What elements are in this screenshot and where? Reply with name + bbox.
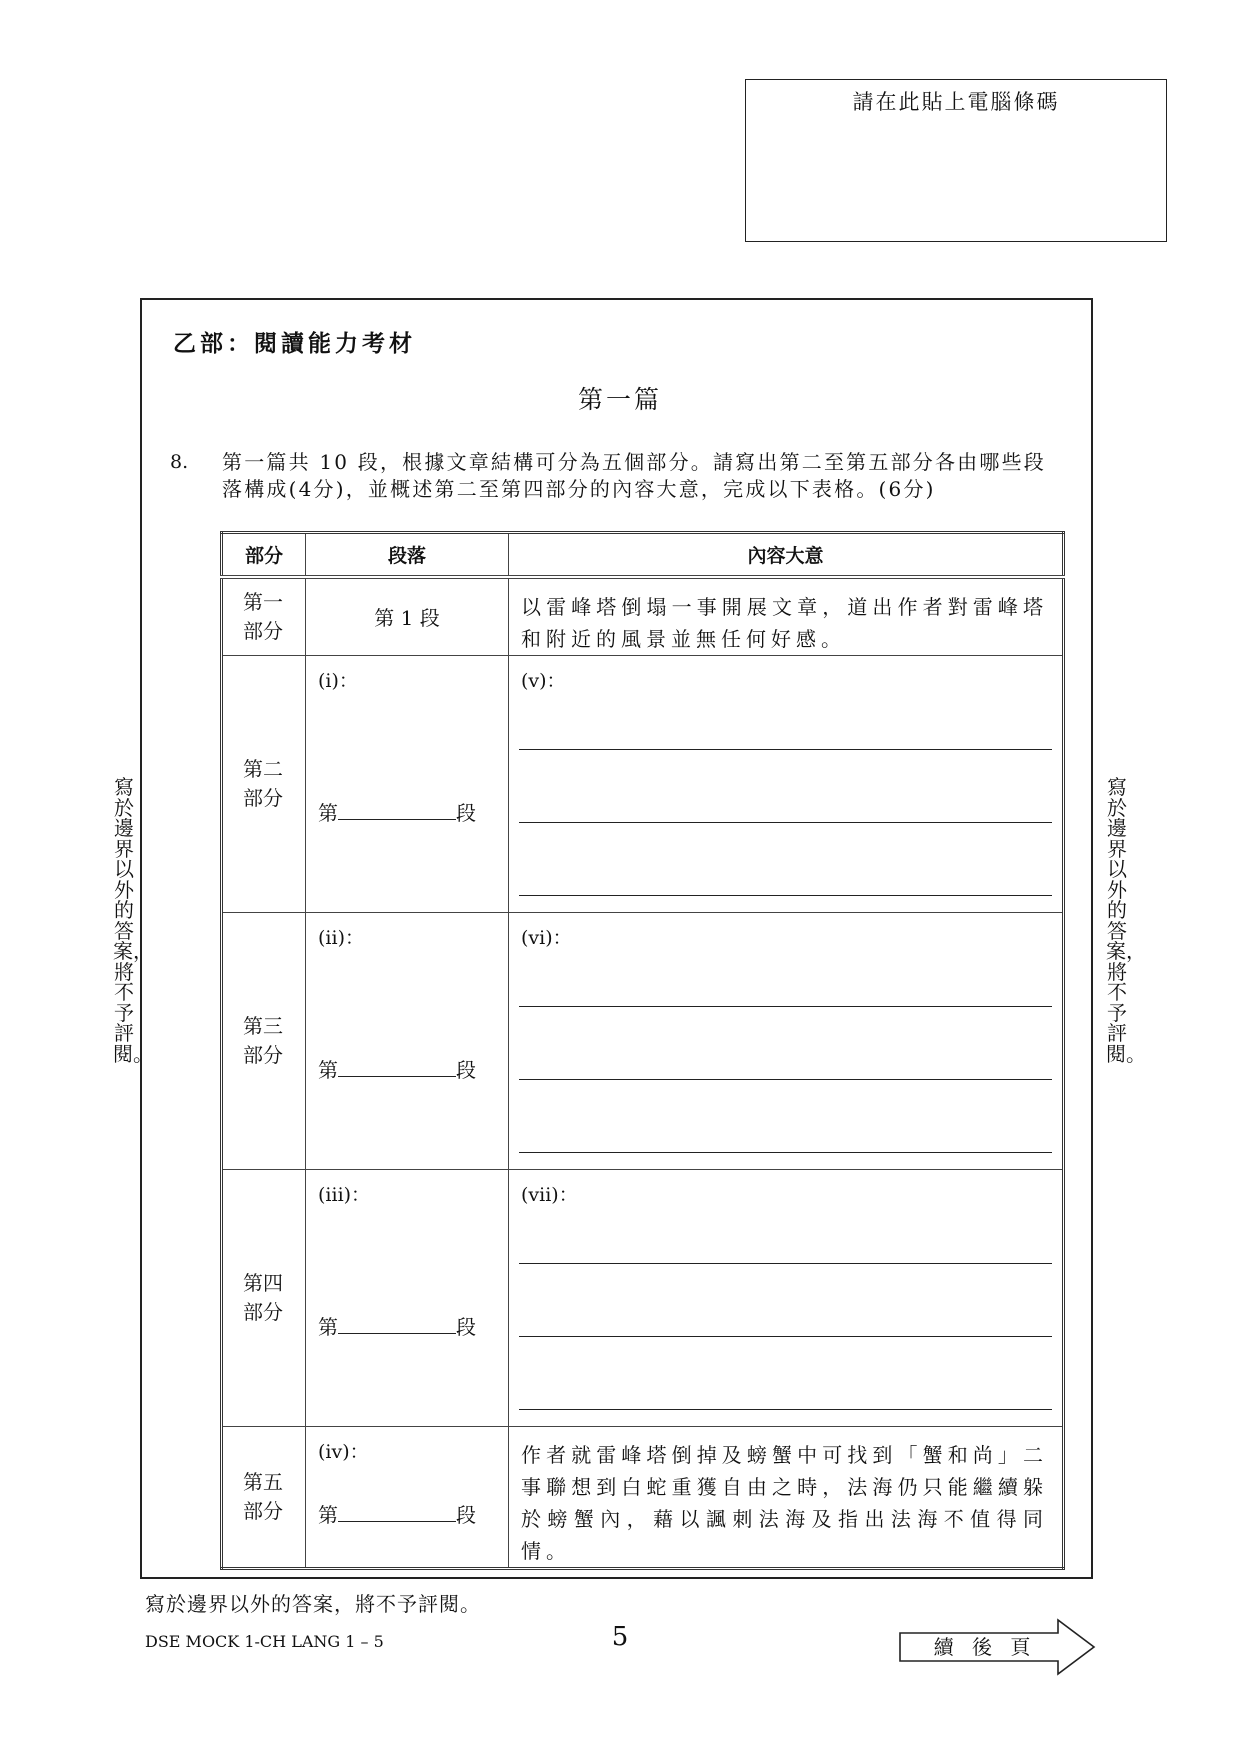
- continue-label: 續 後 頁: [933, 1635, 1037, 1659]
- answer-line[interactable]: [519, 1409, 1052, 1410]
- content-cell: [509, 1169, 1064, 1426]
- paragraph-suffix: 段: [456, 800, 476, 825]
- paragraph-answer: [318, 797, 476, 826]
- barcode-label: 請在此貼上電腦條碼: [852, 90, 1060, 114]
- paragraph-cell: [306, 1426, 509, 1568]
- table-row: [222, 577, 1064, 656]
- answer-label: (ii)：: [318, 926, 364, 949]
- table-row: [222, 1426, 1064, 1568]
- question-text: 第一篇共 10 段，根據文章結構可分為五個部分。請寫出第二至第五部分各由哪些段落構成(4分)，並概述第二至第四部分的內容大意，完成以下表格。(6分): [222, 450, 1046, 501]
- paragraph-blank-field[interactable]: [338, 1056, 456, 1077]
- paragraph-blank-field[interactable]: [338, 799, 456, 820]
- header-part: 部分: [222, 533, 306, 577]
- part-label: 第五 部分: [222, 1426, 306, 1568]
- question-number: 8.: [170, 451, 189, 473]
- paragraph-suffix: 段: [456, 1057, 476, 1082]
- paragraph-suffix: 段: [456, 1314, 476, 1339]
- page-number: 5: [611, 1622, 629, 1652]
- paragraph-prefix: 第: [318, 800, 338, 825]
- table-row: [222, 1169, 1064, 1426]
- paper-code: DSE MOCK 1-CH LANG 1 – 5: [145, 1632, 384, 1651]
- paragraph-blank-field[interactable]: [338, 1313, 456, 1334]
- passage-title: 第一篇: [577, 385, 662, 414]
- paragraph-prefix: 第: [318, 1314, 338, 1339]
- continue-next-page-arrow: [898, 1618, 1098, 1676]
- header-content: 內容大意: [509, 533, 1064, 577]
- answer-table: [220, 531, 1065, 1570]
- answer-line[interactable]: [519, 1079, 1052, 1080]
- content-summary: 以雷峰塔倒塌一事開展文章，道出作者對雷峰塔和附近的風景並無任何好感。: [509, 577, 1064, 656]
- paragraph-prefix: 第: [318, 1502, 338, 1527]
- content-cell: [509, 655, 1064, 912]
- part-label: 第四 部分: [222, 1169, 306, 1426]
- answer-line[interactable]: [519, 1006, 1052, 1007]
- barcode-sticker-area: [745, 79, 1167, 242]
- paragraph-cell: [306, 912, 509, 1169]
- header-paragraph: 段落: [306, 533, 509, 577]
- answer-line[interactable]: [519, 895, 1052, 896]
- table-row: [222, 655, 1064, 912]
- paragraph-blank-field[interactable]: [338, 1501, 456, 1522]
- answer-label: (vi)：: [521, 926, 572, 949]
- right-margin-note: 寫於邊界以外的答案，將不予評閱。: [1106, 775, 1146, 1066]
- content-summary: 作者就雷峰塔倒掉及螃蟹中可找到「蟹和尚」二事聯想到白蛇重獲自由之時，法海仍只能繼續躲於螃蟹內，藉以諷刺法海及指出法海不值得同情。: [509, 1426, 1064, 1568]
- table-row: [222, 912, 1064, 1169]
- answer-line[interactable]: [519, 822, 1052, 823]
- part-label: 第一 部分: [222, 577, 306, 656]
- paragraph-cell: [306, 655, 509, 912]
- part-label: 第二 部分: [222, 655, 306, 912]
- answer-label: (vii)：: [521, 1183, 578, 1206]
- answer-label: (iv)：: [318, 1440, 369, 1463]
- paragraph-prefix: 第: [318, 1057, 338, 1082]
- answer-line[interactable]: [519, 749, 1052, 750]
- content-cell: [509, 912, 1064, 1169]
- paragraph-suffix: 段: [456, 1502, 476, 1527]
- paragraph-cell: [306, 1169, 509, 1426]
- answer-label: (iii)：: [318, 1183, 371, 1206]
- answer-line[interactable]: [519, 1152, 1052, 1153]
- footer-note: 寫於邊界以外的答案，將不予評閱。: [145, 1592, 481, 1616]
- paragraph-answer: [318, 1311, 476, 1340]
- part-label: 第三 部分: [222, 912, 306, 1169]
- paragraph-answer: [318, 1499, 476, 1528]
- paragraph-answer: [318, 1054, 476, 1083]
- left-margin-note: 寫於邊界以外的答案，將不予評閱。: [113, 775, 153, 1066]
- answer-label: (v)：: [521, 669, 566, 692]
- answer-line[interactable]: [519, 1336, 1052, 1337]
- answer-label: (i)：: [318, 669, 358, 692]
- answer-line[interactable]: [519, 1263, 1052, 1264]
- section-title: 乙部：閱讀能力考材: [173, 331, 416, 357]
- paragraph-value: 第 1 段: [306, 577, 509, 656]
- table-header-row: [222, 533, 1064, 577]
